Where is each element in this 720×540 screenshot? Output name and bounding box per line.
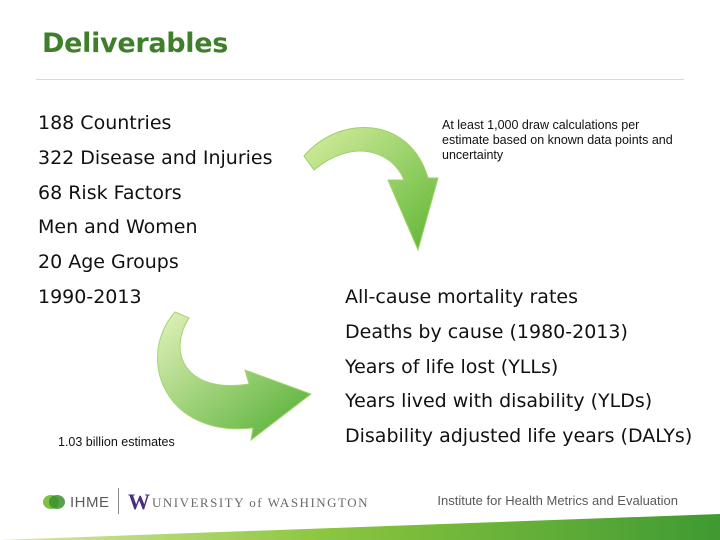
inputs-list-item: 68 Risk Factors: [38, 181, 182, 204]
outputs-list-item: Years of life lost (YLLs): [345, 355, 559, 378]
outputs-list-item: Disability adjusted life years (DALYs): [345, 425, 693, 448]
curved-arrow-icon: [300, 108, 450, 253]
outputs-list-item: All-cause mortality rates: [345, 286, 578, 308]
footer-divider: [118, 488, 119, 514]
uw-logo-text: UNIVERSITY of WASHINGTON: [152, 495, 370, 510]
institute-name: Institute for Health Metrics and Evaluation: [437, 493, 678, 508]
slide-footer: [0, 478, 720, 540]
ihme-logo-icon: [42, 492, 66, 512]
slide-title: Deliverables: [42, 28, 229, 59]
inputs-list-item: 322 Disease and Injuries: [38, 146, 273, 169]
draw-calculations-note: At least 1,000 draw calculations per estimate based on known data points and uncertainty: [442, 118, 673, 162]
inputs-list: [38, 106, 273, 315]
outputs-list-item: Deaths by cause (1980-2013): [345, 320, 628, 343]
estimates-note: 1.03 billion estimates: [58, 435, 175, 449]
inputs-list-item: 20 Age Groups: [38, 251, 179, 274]
title-divider: [36, 79, 684, 80]
outputs-list-item: Years lived with disability (YLDs): [345, 390, 653, 413]
inputs-list-item: 1990-2013: [38, 285, 142, 308]
inputs-list-item: Men and Women: [38, 216, 198, 239]
ihme-logo-text: IHME: [70, 493, 110, 511]
ihme-logo: [42, 492, 110, 512]
uw-logo-mark: W: [128, 489, 150, 514]
inputs-list-item: 188 Countries: [38, 112, 172, 134]
outputs-list: [345, 280, 695, 454]
footer-accent-bar: [0, 514, 720, 540]
